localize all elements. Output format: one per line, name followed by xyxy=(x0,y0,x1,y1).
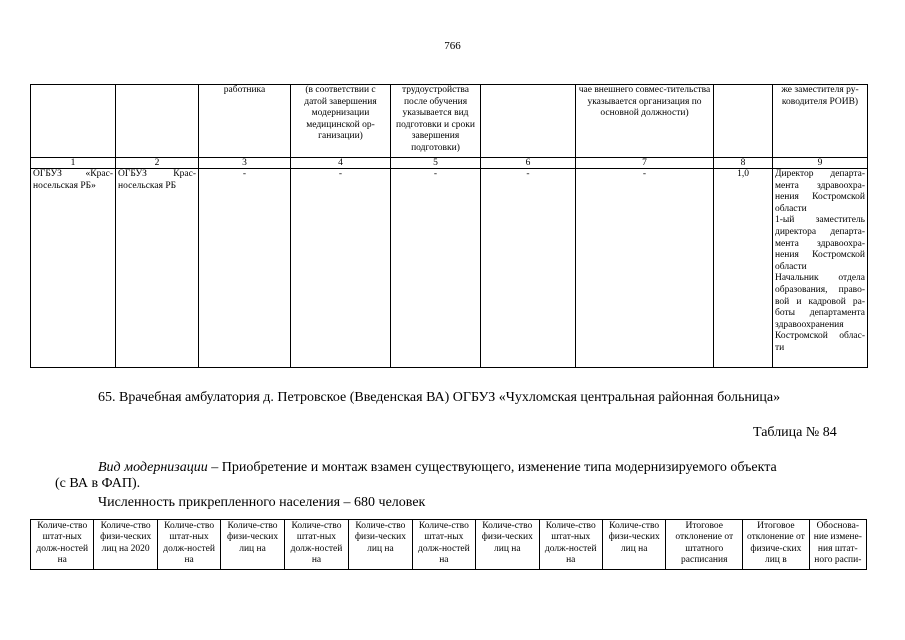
t1-head-col4: (в соответствии с датой завершения модернизации медицинской ор-ганизации) xyxy=(291,85,391,158)
t2-head-4: Количе-ство физи-ческих лиц на xyxy=(221,520,284,570)
t1-cell-5: - xyxy=(391,169,481,368)
t1-head-col3: работника xyxy=(199,85,291,158)
t1-org-name: ОГБУЗ «Крас-носельская РБ» xyxy=(31,169,116,368)
table1-header-continuation xyxy=(31,85,868,158)
table1-data-row xyxy=(31,169,868,368)
t1-responsible-persons xyxy=(773,169,868,368)
t2-head-3: Количе-ство штат-ных долж-ностей на xyxy=(157,520,220,570)
t2-head-13: Обоснова-ние измене-ния штат-ного распи- xyxy=(809,520,866,570)
modernization-label: Вид модернизации xyxy=(98,460,208,475)
staff-table-continued xyxy=(30,84,868,368)
t1-responsible-1: Директор департа-мента здравоохра-нения Костромской области xyxy=(775,169,865,214)
t1-colnum-7: 7 xyxy=(576,158,714,169)
table-label: Таблица № 84 xyxy=(753,425,837,440)
t1-head-col1 xyxy=(31,85,116,158)
t2-head-7: Количе-ство штат-ных долж-ностей на xyxy=(412,520,475,570)
staffing-table-84 xyxy=(30,519,867,570)
modernization-line-2: (с ВА в ФАП). xyxy=(55,476,141,491)
t1-org-short: ОГБУЗ Крас-носельская РБ xyxy=(116,169,199,368)
t1-colnum-5: 5 xyxy=(391,158,481,169)
t1-cell-7: - xyxy=(576,169,714,368)
t1-colnum-9: 9 xyxy=(773,158,868,169)
t1-head-col9: же заместителя ру-ководителя РОИВ) xyxy=(773,85,868,158)
t1-responsible-2: 1-ый заместитель директора департа-мента здравоохра-нения Костромской области xyxy=(775,215,865,272)
t1-head-col2 xyxy=(116,85,199,158)
t1-colnum-3: 3 xyxy=(199,158,291,169)
section-title: 65. Врачебная амбулатория д. Петровское (Введенская ВА) ОГБУЗ «Чухломская центральная районная больница» xyxy=(98,390,781,405)
t2-head-10: Количе-ство физи-ческих лиц на xyxy=(602,520,665,570)
t1-head-col6 xyxy=(481,85,576,158)
modernization-text: – Приобретение и монтаж взамен существующего, изменение типа модернизируемого объекта xyxy=(207,460,777,475)
t2-head-1: Количе-ство штат-ных долж-ностей на xyxy=(31,520,94,570)
t1-head-col8 xyxy=(714,85,773,158)
t1-responsible-3: Начальник отдела образования, право-вой и кадровой ра-боты департамента здравоохранения Костромской облас-ти xyxy=(775,273,865,353)
t1-cell-8: 1,0 xyxy=(714,169,773,368)
t1-head-col5: трудоустройства после обучения указывается вид подготовки и сроки завершения подготовки) xyxy=(391,85,481,158)
page-number: 766 xyxy=(444,40,461,52)
t2-head-2: Количе-ство физи-ческих лиц на 2020 xyxy=(94,520,157,570)
t1-colnum-6: 6 xyxy=(481,158,576,169)
modernization-line xyxy=(98,460,777,476)
t2-head-5: Количе-ство штат-ных долж-ностей на xyxy=(284,520,348,570)
t2-head-6: Количе-ство физи-ческих лиц на xyxy=(349,520,412,570)
t1-cell-3: - xyxy=(199,169,291,368)
t2-head-12: Итоговое отклонение от физиче-ских лиц в xyxy=(743,520,810,570)
table2-header-row xyxy=(31,520,867,570)
t1-colnum-8: 8 xyxy=(714,158,773,169)
t1-head-col7: чае внешнего совмес-тительства указывается организация по основной должности) xyxy=(576,85,714,158)
t1-cell-4: - xyxy=(291,169,391,368)
t1-colnum-1: 1 xyxy=(31,158,116,169)
population-line: Численность прикрепленного населения – 680 человек xyxy=(98,495,426,510)
table1-column-numbers xyxy=(31,158,868,169)
t2-head-9: Количе-ство штат-ных долж-ностей на xyxy=(539,520,602,570)
t1-cell-6: - xyxy=(481,169,576,368)
t2-head-11: Итоговое отклонение от штатного расписания xyxy=(666,520,743,570)
t1-colnum-4: 4 xyxy=(291,158,391,169)
t2-head-8: Количе-ство физи-ческих лиц на xyxy=(476,520,539,570)
t1-colnum-2: 2 xyxy=(116,158,199,169)
